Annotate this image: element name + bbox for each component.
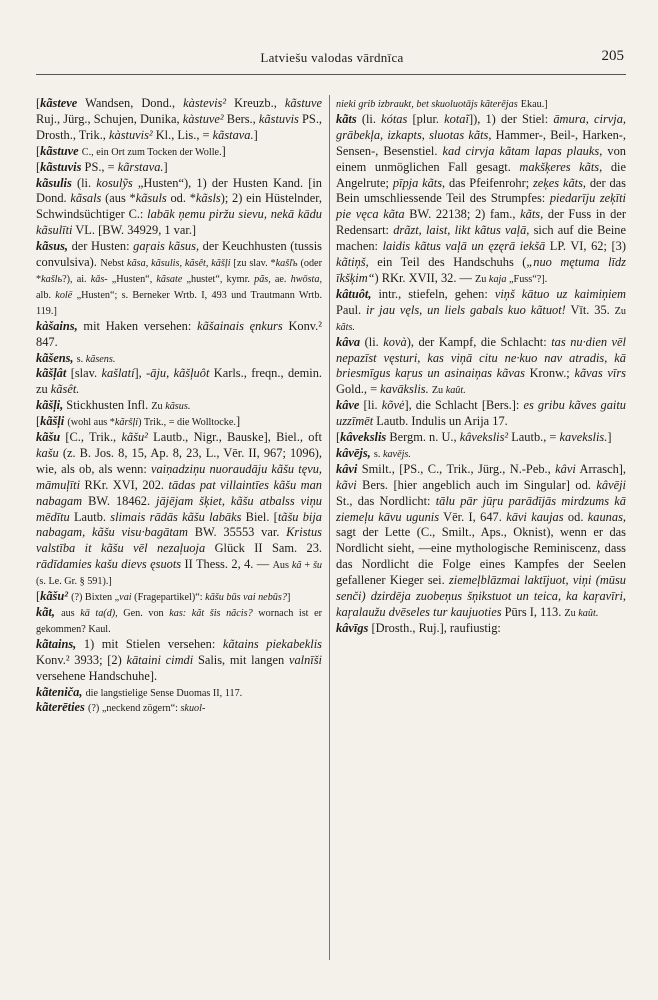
left-entry: [kãšļi (wohl aus *kãršļi) Trik., = die Wolltocke.]	[36, 414, 241, 429]
left-entry: kãšens, s. kãsens.	[36, 350, 116, 365]
left-entry: kãteniča, die langstielige Sense Duomas II, 117.	[36, 684, 243, 699]
right-column	[336, 96, 626, 637]
left-entry: kãsus, der Husten: gaŗais kãsus, der Keuchhusten (tussis convulsiva). Nebst kãsa, kãsulis, kãsêt, kãšļi [zu slav. *kašľь (oder *kašlь?), ai. kās- „Husten“, kãsate „hustet“, kymr. pãs, ae. hwōsta, alb. kolë „Husten“; s. Berneker Wrtb. I, 493 und Trautmann Wrtb. 119.]	[36, 239, 323, 317]
right-entry: kâtuôt, intr., stiefeln, gehen: viņš kātuo uz kaimiņiem Paul. ir jau vęls, un liels gabals kuo kãtuot! Vīt. 35. Zu kãts.	[336, 286, 626, 333]
right-entry: nieki grib izbraukt, bet skuoluotājs kãterējas Ekau.]	[336, 99, 548, 110]
left-entry: [kãstuve C., ein Ort zum Tocken der Wolle.]	[36, 143, 226, 158]
left-entry: kàšains, mit Haken versehen: kãšainais ęnkurs Konv.² 847.	[36, 318, 322, 349]
right-entry: kãts (li. kótas [plur. kotaĩ]), 1) der Stiel: āmura, cirvja, grābekļa, izkapts, sluotas kãts, Hammer-, Beil-, Harken-, Sensen-, Besenstiel. kad cirvja kãtam lapas plauks, von einem unmöglichen Fall gesagt. makšķeres kãts, die Angelrute; pīpja kãts, das Pfeifenrohr; zeķes kãts, der das Bein umschliessende Teil des Strumpfes: piedarīju zeķīti pie vęca kãta BW. 22138; 2) fam., kãts, der Fuss in der Redensart: drãzt, laist, likt kãtus vaļā, sich auf die Beine machen: laidis kãtus vaļā un ęzęrā iekšā LP. VI, 62; [3) kãtiņš, ein Teil des Handschuhs („nuo mętuma līdz īkšķim“) RKr. XVII, 32. — Zu kaja „Fuss“?].	[336, 111, 627, 285]
left-entry: kãšļi, Stickhusten Infl. Zu kãsus.	[36, 398, 191, 413]
right-entry: kâve [li. kõvė], die Schlacht [Bers.]: es gribu kãves gaitu uzzīmēt Lautb. Indulis un Arija 17.	[336, 398, 626, 429]
right-entry: kâvi Smilt., [PS., C., Trik., Jürg., N.-Peb., kâvi Arrasch], kãvi Bers. [hier angeblich auch im Singular] od. kâvēji St., das Nordlicht: tālu pār jūŗu parādījās mirdzums kā ziemeļu kāvu ugunis Vēr. I, 647. kāvi kaujas od. kaunas, sagt der Lette (C., Smilt., Aps., Oknist), wenn er das Nordlicht sieht, —eine mythologische Reminiscenz, dass das Nordlicht die Folge eines Kampfes der Seelen gefallener Kieger sei. ziemeļblāzmai laktījuot, viņi (mūsu senči) dzirdēja zuobeņus šņikstuot un teica, ka kaŗavīri, kaŗalaužu dvēseles tur kaujuoties Pūrs I, 113. Zu kaût.	[336, 461, 626, 619]
right-entry: [kâvekslis Bergm. n. U., kâvekslis² Lautb., = kavekslis.]	[336, 430, 612, 445]
left-entry: kãsulis (li. kosulỹs „Husten“), 1) der Husten Kand. [in Dond. kãsals (aus *kãsuls od. *kãsls); 2) ein Hüstelnder, Schwindsüchtiger C.: labāk ņemu piržu sievu, nekā kādu kãsulīti VL. [BW. 34929, 1 var.]	[36, 175, 322, 238]
page-number: 205	[601, 48, 624, 64]
header-rule	[36, 74, 626, 75]
left-entry: [kãstuvis PS., = kãrstava.]	[36, 159, 168, 174]
left-entry: kãšu [C., Trik., kãšu² Lautb., Nigr., Bauske], Biel., oft kašu (z. B. Jos. 8, 15, Ap. 8, 23, L., Vēr. II, 967; 1096), wie, als ob, als wenn: vaiṇadziņu nuoraudāju kãšu tęvu, māmuļīti RKr. XVI, 202. tādas pat villaintīes kãšu man nabagam BW. 18462. jājējam šķiet, kãšu atbalss viņu mēdītu Lautb. slimais rādās kãšu labāks Biel. [tãšu bija nabagam, kãšu visu·bagātam BW. 35553 var. Kristus valstība it kãšu vēl nezaļuoja Glück II Sam. 23. rādīdamies kašu dievs ęsuots II Thess. 2, 4. — Aus kã + šu (s. Le. Gr. § 591).]	[36, 430, 323, 588]
page-header	[40, 50, 624, 70]
left-entry: kãšļât [slav. kašlatí], -āju, kãšļuôt Karls., freqn., demin. zu kãsêt.	[36, 366, 323, 397]
right-entry: kâvīgs [Drosth., Ruj.], raufiustig:	[336, 620, 501, 635]
right-entry: kâvējs, s. kavējs.	[336, 445, 411, 460]
column-divider	[329, 95, 330, 960]
left-column	[36, 96, 322, 716]
left-entry: [kãsteve Wandsen, Dond., kàstevis² Kreuzb., kãstuve Ruj., Jürg., Schujen, Dunika, kàstuve² Bers., kãstuvis PS., Drosth., Trik., kàstuvis² Kl., Lis., = kãstava.]	[36, 96, 323, 142]
right-entry: kâva (li. kovà), der Kampf, die Schlacht: tas nu·dien vēl nepazīst vęsturi, kas viņā citu ne·kuo nav atradis, kā briesmīgus kaŗus un asinaiņas kãvas Kronw.; kãvas vīrs Gold., = kavākslis. Zu kaût.	[336, 334, 626, 397]
left-entry: kãt, aus kā ta(d), Gen. von kas: kãt šis nãcis? wornach ist er gekommen? Kaul.	[36, 605, 322, 635]
page-title: Latviešu valodas vārdnīca	[260, 50, 404, 65]
left-entry: [kãšu² (?) Bixten „vai (Fragepartikel)“: kãšu būs vai nebūs?]	[36, 589, 291, 604]
left-entry: kãterēties (?) „neckend zögern“: skuol-	[36, 700, 206, 715]
left-entry: kãtains, 1) mit Stielen versehen: kãtains piekabeklis Konv.² 3933; [2) kātaini cimdi Salis, mit langen valnīši versehene Handschuhe].	[36, 636, 322, 683]
